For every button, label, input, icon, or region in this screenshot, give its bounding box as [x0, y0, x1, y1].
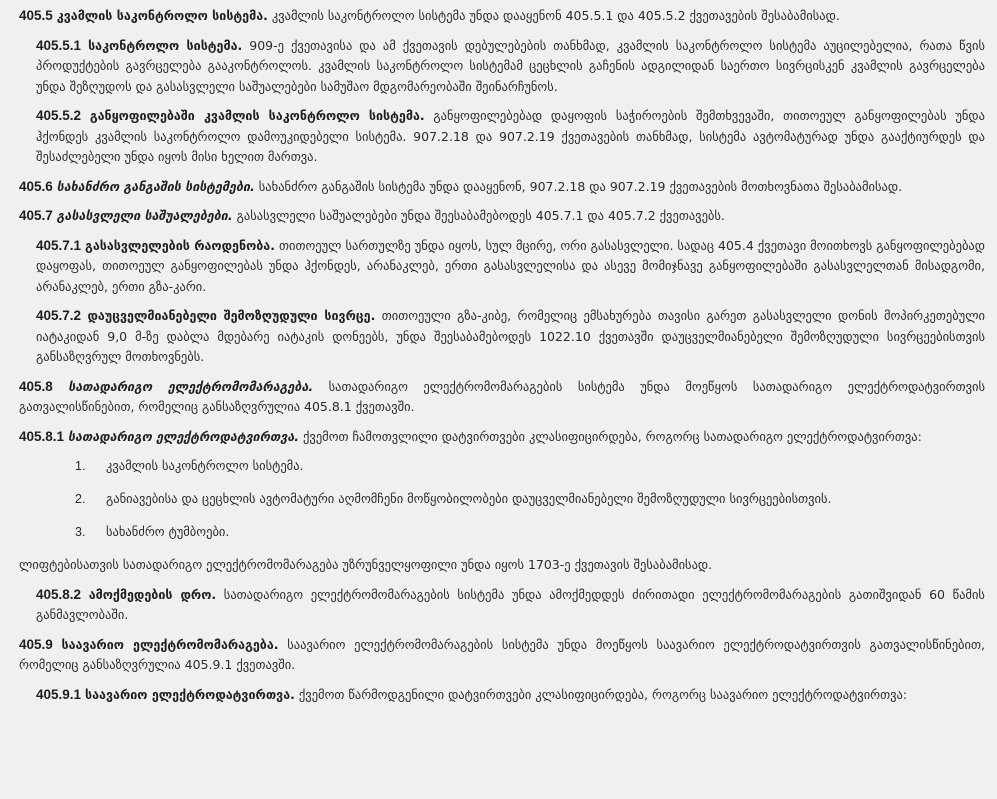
- list-item-number: 2.: [75, 492, 86, 506]
- section-title: საკონტროლო სისტემა.: [88, 37, 243, 53]
- section-title: სათადარიგო ელექტრომომარაგება.: [68, 378, 314, 394]
- section-number: 405.8.2: [36, 586, 82, 602]
- section-text: გასასვლელი საშუალებები უნდა შეესაბამებოდეს 405.7.1 და 405.7.2 ქვეთავებს.: [236, 208, 725, 223]
- section-title: გასასვლელების რაოდენობა.: [85, 237, 275, 253]
- section-405-9-1: [19, 685, 985, 706]
- section-number: 405.8.1: [19, 428, 65, 444]
- section-title: ამოქმედების დრო.: [88, 586, 217, 602]
- section-title: განყოფილებაში კვამლის საკონტროლო სისტემა.: [89, 108, 425, 123]
- section-number: 405.7.2: [36, 308, 82, 323]
- section-text: სახანძრო განგაშის სისტემა უნდა დააყენონ, 907.2.18 და 907.2.19 ქვეთავების მოთხოვნათა შესაბამისად.: [258, 178, 903, 194]
- section-text: თითოეული გზა-კიბე, რომელიც ემსახურება თავისი გარეთ გასასვლელი დონის მოპირკეთებული იატაკიდან 9,0 მ-ზე დაბლა მდებარე იატაკის დონეებს, უნდა შეესაბამებოდეს 1022.10 ქვეთავში დაუცველმიანებელი შემოზღუდული სივრცეებისთვის განსაზღვრულ მოთხოვნებს.: [36, 308, 985, 364]
- section-405-5-1: [19, 36, 985, 98]
- section-405-5: [19, 6, 985, 27]
- section-number: 405.5.2: [36, 108, 82, 123]
- section-title: სათადარიგო ელექტროდატვირთვა.: [68, 428, 300, 444]
- list-item-text: სახანძრო ტუმბოები.: [106, 524, 230, 539]
- section-405-5-2: [19, 106, 985, 168]
- section-405-8-1: [19, 427, 985, 448]
- section-number: 405.7: [19, 208, 53, 223]
- section-text: სათადარიგო ელექტრომომარაგების სისტემა უნდა მოეწყოს სათადარიგო ელექტროდატვირთვის გათვალისწინებით, რომელიც განსაზღვრულია 405.8.1 ქვეთავში.: [19, 378, 985, 414]
- section-title: საავარიო ელექტროდატვირთვა.: [85, 686, 295, 702]
- section-number: 405.9: [19, 636, 53, 652]
- load-list: [19, 456, 985, 542]
- section-405-8-2: [19, 585, 985, 626]
- section-text: ქვემოთ წარმოდგენილი დატვირთვები კლასიფიცირდება, როგორც საავარიო ელექტროდატვირთვა:: [298, 686, 908, 702]
- section-405-8: [19, 377, 985, 418]
- section-405-7-1: [19, 236, 985, 298]
- section-text: სათადარიგო ელექტრომომარაგების სისტემა უნდა ამოქმედდეს ძირითადი ელექტრომომარაგების გათიშვიდან 60 წამის განმავლობაში.: [36, 586, 985, 622]
- elevator-paragraph: [19, 555, 985, 576]
- section-number: 405.6: [19, 178, 53, 194]
- list-item-text: კვამლის საკონტროლო სისტემა.: [106, 458, 304, 473]
- section-number: 405.5: [19, 8, 53, 23]
- list-item-number: 1.: [75, 459, 86, 473]
- section-text: კვამლის საკონტროლო სისტემა უნდა დააყენონ 405.5.1 და 405.5.2 ქვეთავების შესაბამისად.: [271, 8, 840, 23]
- section-number: 405.9.1: [36, 686, 82, 702]
- section-text: ქვემოთ ჩამოთვლილი დატვირთვები კლასიფიცირდება, როგორც სათადარიგო ელექტროდატვირთვა:: [303, 428, 922, 444]
- list-item: [75, 489, 985, 509]
- section-number: 405.8: [19, 378, 53, 394]
- section-title: გასასვლელი საშუალებები.: [56, 208, 233, 223]
- list-item: [75, 522, 985, 542]
- section-text: განყოფილებებად დაყოფის საჭიროების შემთხვევაში, თითოეულ განყოფილებას უნდა ჰქონდეს კვამლის საკონტროლო დამოუკიდებელი სისტემა. 907.2.18 და 907.2.19 ქვეთავების თანხმად, სისტემა ავტომატურად უნდა გააქტიურდეს და შესაძლებელი უნდა იყოს მისი ხელით მართვა.: [36, 108, 985, 164]
- section-text: საავარიო ელექტრომომარაგების სისტემა უნდა მოეწყოს საავარიო ელექტროდატვირთვის გათვალისწინებით, რომელიც განსაზღვრულია 405.9.1 ქვეთავში.: [19, 636, 985, 672]
- section-405-9: [19, 635, 985, 676]
- section-405-7: [19, 206, 985, 227]
- section-title: დაუცველმიანებელი შემოზღუდული სივრცე.: [87, 308, 376, 323]
- section-text: თითოეულ სართულზე უნდა იყოს, სულ მცირე, ორი გასასვლელი. სადაც 405.4 ქვეთავი მოითხოვს განყოფილებებად დაყოფას, თითოეულ განყოფილებას უნდა ჰქონდეს, არანაკლებ, ერთი გასასვლელისა და ასევე მომიჯნავე განყოფილებაში გასასვლელთან მისადგომი, არანაკლებ, ერთი გზა-კარი.: [36, 237, 986, 294]
- section-title: საავარიო ელექტრომომარაგება.: [61, 636, 279, 652]
- list-item-number: 3.: [75, 525, 86, 539]
- section-number: 405.7.1: [36, 237, 82, 253]
- section-title: კვამლის საკონტროლო სისტემა.: [56, 8, 268, 23]
- section-title: სახანძრო განგაშის სისტემები.: [56, 178, 255, 194]
- section-number: 405.5.1: [36, 37, 82, 53]
- list-item-text: განიავებისა და ცეცხლის ავტომატური აღმომჩენი მოწყობილობები დაუცველმიანებელი შემოზღუდული სივრცეებისთვის.: [106, 491, 832, 506]
- section-405-7-2: [19, 306, 985, 368]
- section-text: 909-ე ქვეთავისა და ამ ქვეთავის დებულებების თანხმად, კვამლის საკონტროლო სისტემა აუცილებელია, რათა წვის პროდუქტების გავრცელება გააკონტროლოს. კვამლის საკონტროლო სისტემამ ცეცხლის გაჩენის ადგილიდან საერთო სივრცისკენ კვამლის გავრცელება უნდა შეზღუდოს და გასასვლელი საშუალებები სამუშაო მდგომარეობაში შეინარჩუნოს.: [36, 37, 985, 94]
- section-405-6: [19, 177, 985, 198]
- list-item: [75, 456, 985, 476]
- paragraph-text: ლიფტებისათვის სათადარიგო ელექტრომომარაგება უზრუნველყოფილი უნდა იყოს 1703-ე ქვეთავის შესაბამისად.: [19, 557, 713, 572]
